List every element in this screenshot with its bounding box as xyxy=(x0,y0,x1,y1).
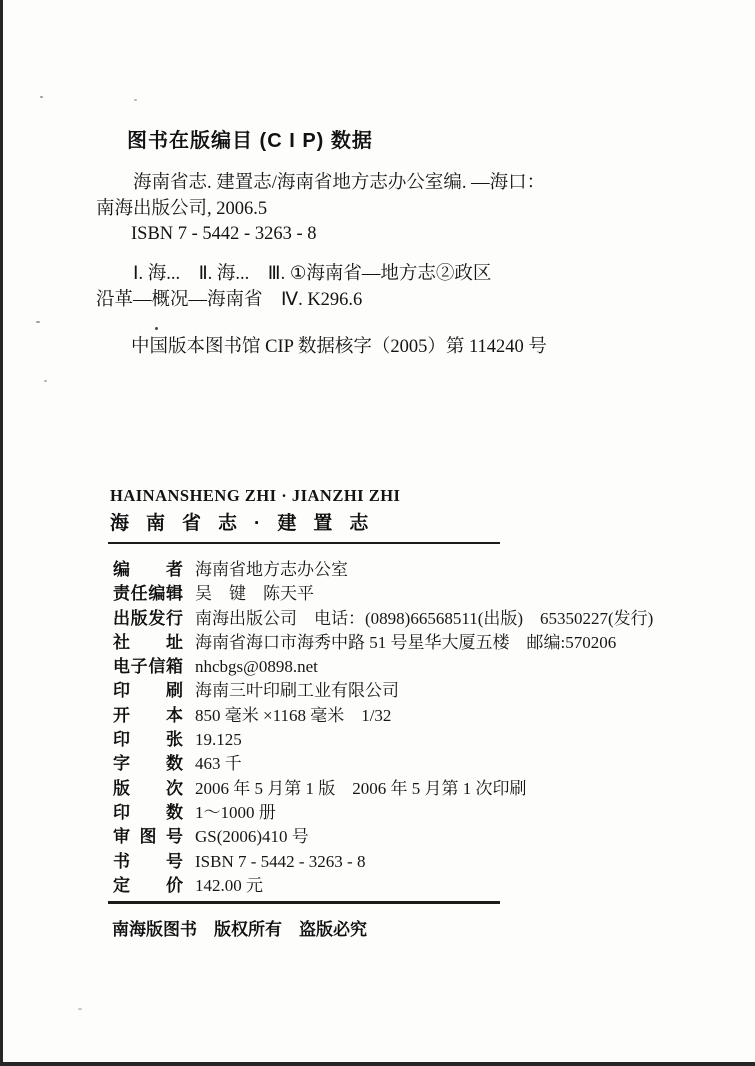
cip-classification-line2: 沿革—概况—海南省 Ⅳ. K296.6 xyxy=(96,289,363,310)
book-title-chinese: 海南省志·建置志 xyxy=(110,513,386,534)
colophon-label: 印刷 xyxy=(113,681,183,701)
colophon-value: 142.00 元 xyxy=(195,875,263,895)
colophon-label: 出版发行 xyxy=(113,608,183,628)
colophon-value: 19.125 xyxy=(195,730,242,750)
scan-speck xyxy=(78,1008,82,1010)
copyright-notice: 南海版图书 版权所有 盗版必究 xyxy=(112,920,367,939)
book-title-pinyin: HAINANSHENG ZHI · JIANZHI ZHI xyxy=(110,486,401,505)
colophon-row-format xyxy=(113,704,733,728)
colophon-label: 责任编辑 xyxy=(113,584,183,604)
footer-divider-rule xyxy=(108,901,500,904)
colophon-label: 印张 xyxy=(113,730,183,750)
colophon-row-printer xyxy=(113,679,733,703)
colophon-value: ISBN 7 - 5442 - 3263 - 8 xyxy=(195,851,366,871)
scan-speck xyxy=(44,380,47,382)
colophon-value: 海南三叶印刷工业有限公司 xyxy=(195,681,399,701)
colophon-row-responsible-editor xyxy=(113,582,733,606)
cip-entry-isbn: ISBN 7 - 5442 - 3263 - 8 xyxy=(131,224,317,244)
colophon-value: 海南省地方志办公室 xyxy=(195,560,348,579)
colophon-value: 海南省海口市海秀中路 51 号星华大厦五楼 邮编:570206 xyxy=(195,632,617,652)
colophon-value: 2006 年 5 月第 1 版 2006 年 5 月第 1 次印刷 xyxy=(195,778,527,798)
cip-classification-line1: Ⅰ. 海... Ⅱ. 海... Ⅲ. ①海南省—地方志②政区 xyxy=(133,264,492,284)
colophon-label: 审图号 xyxy=(113,827,183,847)
colophon-row-editor xyxy=(113,558,733,582)
cip-entry-line2: 南海出版公司, 2006.5 xyxy=(96,198,268,219)
colophon-label: 电子信箱 xyxy=(113,657,183,677)
colophon-label: 书号 xyxy=(113,851,183,871)
colophon-label: 印数 xyxy=(113,802,183,822)
cip-classification xyxy=(96,262,676,313)
colophon-label: 字数 xyxy=(113,754,183,774)
scan-speck xyxy=(134,99,137,101)
scan-speck xyxy=(40,96,43,98)
colophon-value: 850 毫米 ×1168 毫米 1/32 xyxy=(195,705,392,725)
cip-entry-line1: 海南省志. 建置志/海南省地方志办公室编. —海口： xyxy=(133,173,546,193)
colophon-value: GS(2006)410 号 xyxy=(195,827,309,847)
colophon-value: 吴 键 陈天平 xyxy=(195,584,314,604)
colophon-row-address xyxy=(113,631,733,655)
colophon-label: 编者 xyxy=(113,560,183,579)
title-divider-rule xyxy=(108,542,500,544)
scan-speck xyxy=(155,327,158,330)
colophon-list xyxy=(113,558,733,898)
colophon-row-print-run xyxy=(113,801,733,825)
colophon-row-map-approval xyxy=(113,825,733,849)
colophon-row-sheets xyxy=(113,728,733,752)
colophon-row-isbn xyxy=(113,850,733,874)
scan-speck xyxy=(36,321,40,323)
colophon-value: 南海出版公司 电话：(0898)66568511(出版) 65350227(发行) xyxy=(195,608,654,628)
colophon-row-publisher xyxy=(113,607,733,631)
cip-record-number: 中国版本图书馆 CIP 数据核字（2005）第 114240 号 xyxy=(131,337,547,357)
colophon-label: 社址 xyxy=(113,632,183,652)
colophon-value: nhcbgs@0898.net xyxy=(195,657,318,677)
colophon-label: 开本 xyxy=(113,705,183,725)
colophon-value: 463 千 xyxy=(195,754,242,774)
scan-edge-left xyxy=(0,0,3,1066)
colophon-row-email xyxy=(113,655,733,679)
colophon-row-price xyxy=(113,874,733,898)
cip-heading: 图书在版编目 (C I P) 数据 xyxy=(127,130,373,152)
cip-entry xyxy=(96,171,676,248)
colophon-row-wordcount xyxy=(113,752,733,776)
colophon-row-edition xyxy=(113,777,733,801)
colophon-value: 1～1000 册 xyxy=(195,802,276,822)
colophon-label: 定价 xyxy=(113,875,183,895)
scan-edge-bottom xyxy=(0,1062,755,1066)
colophon-label: 版次 xyxy=(113,778,183,798)
